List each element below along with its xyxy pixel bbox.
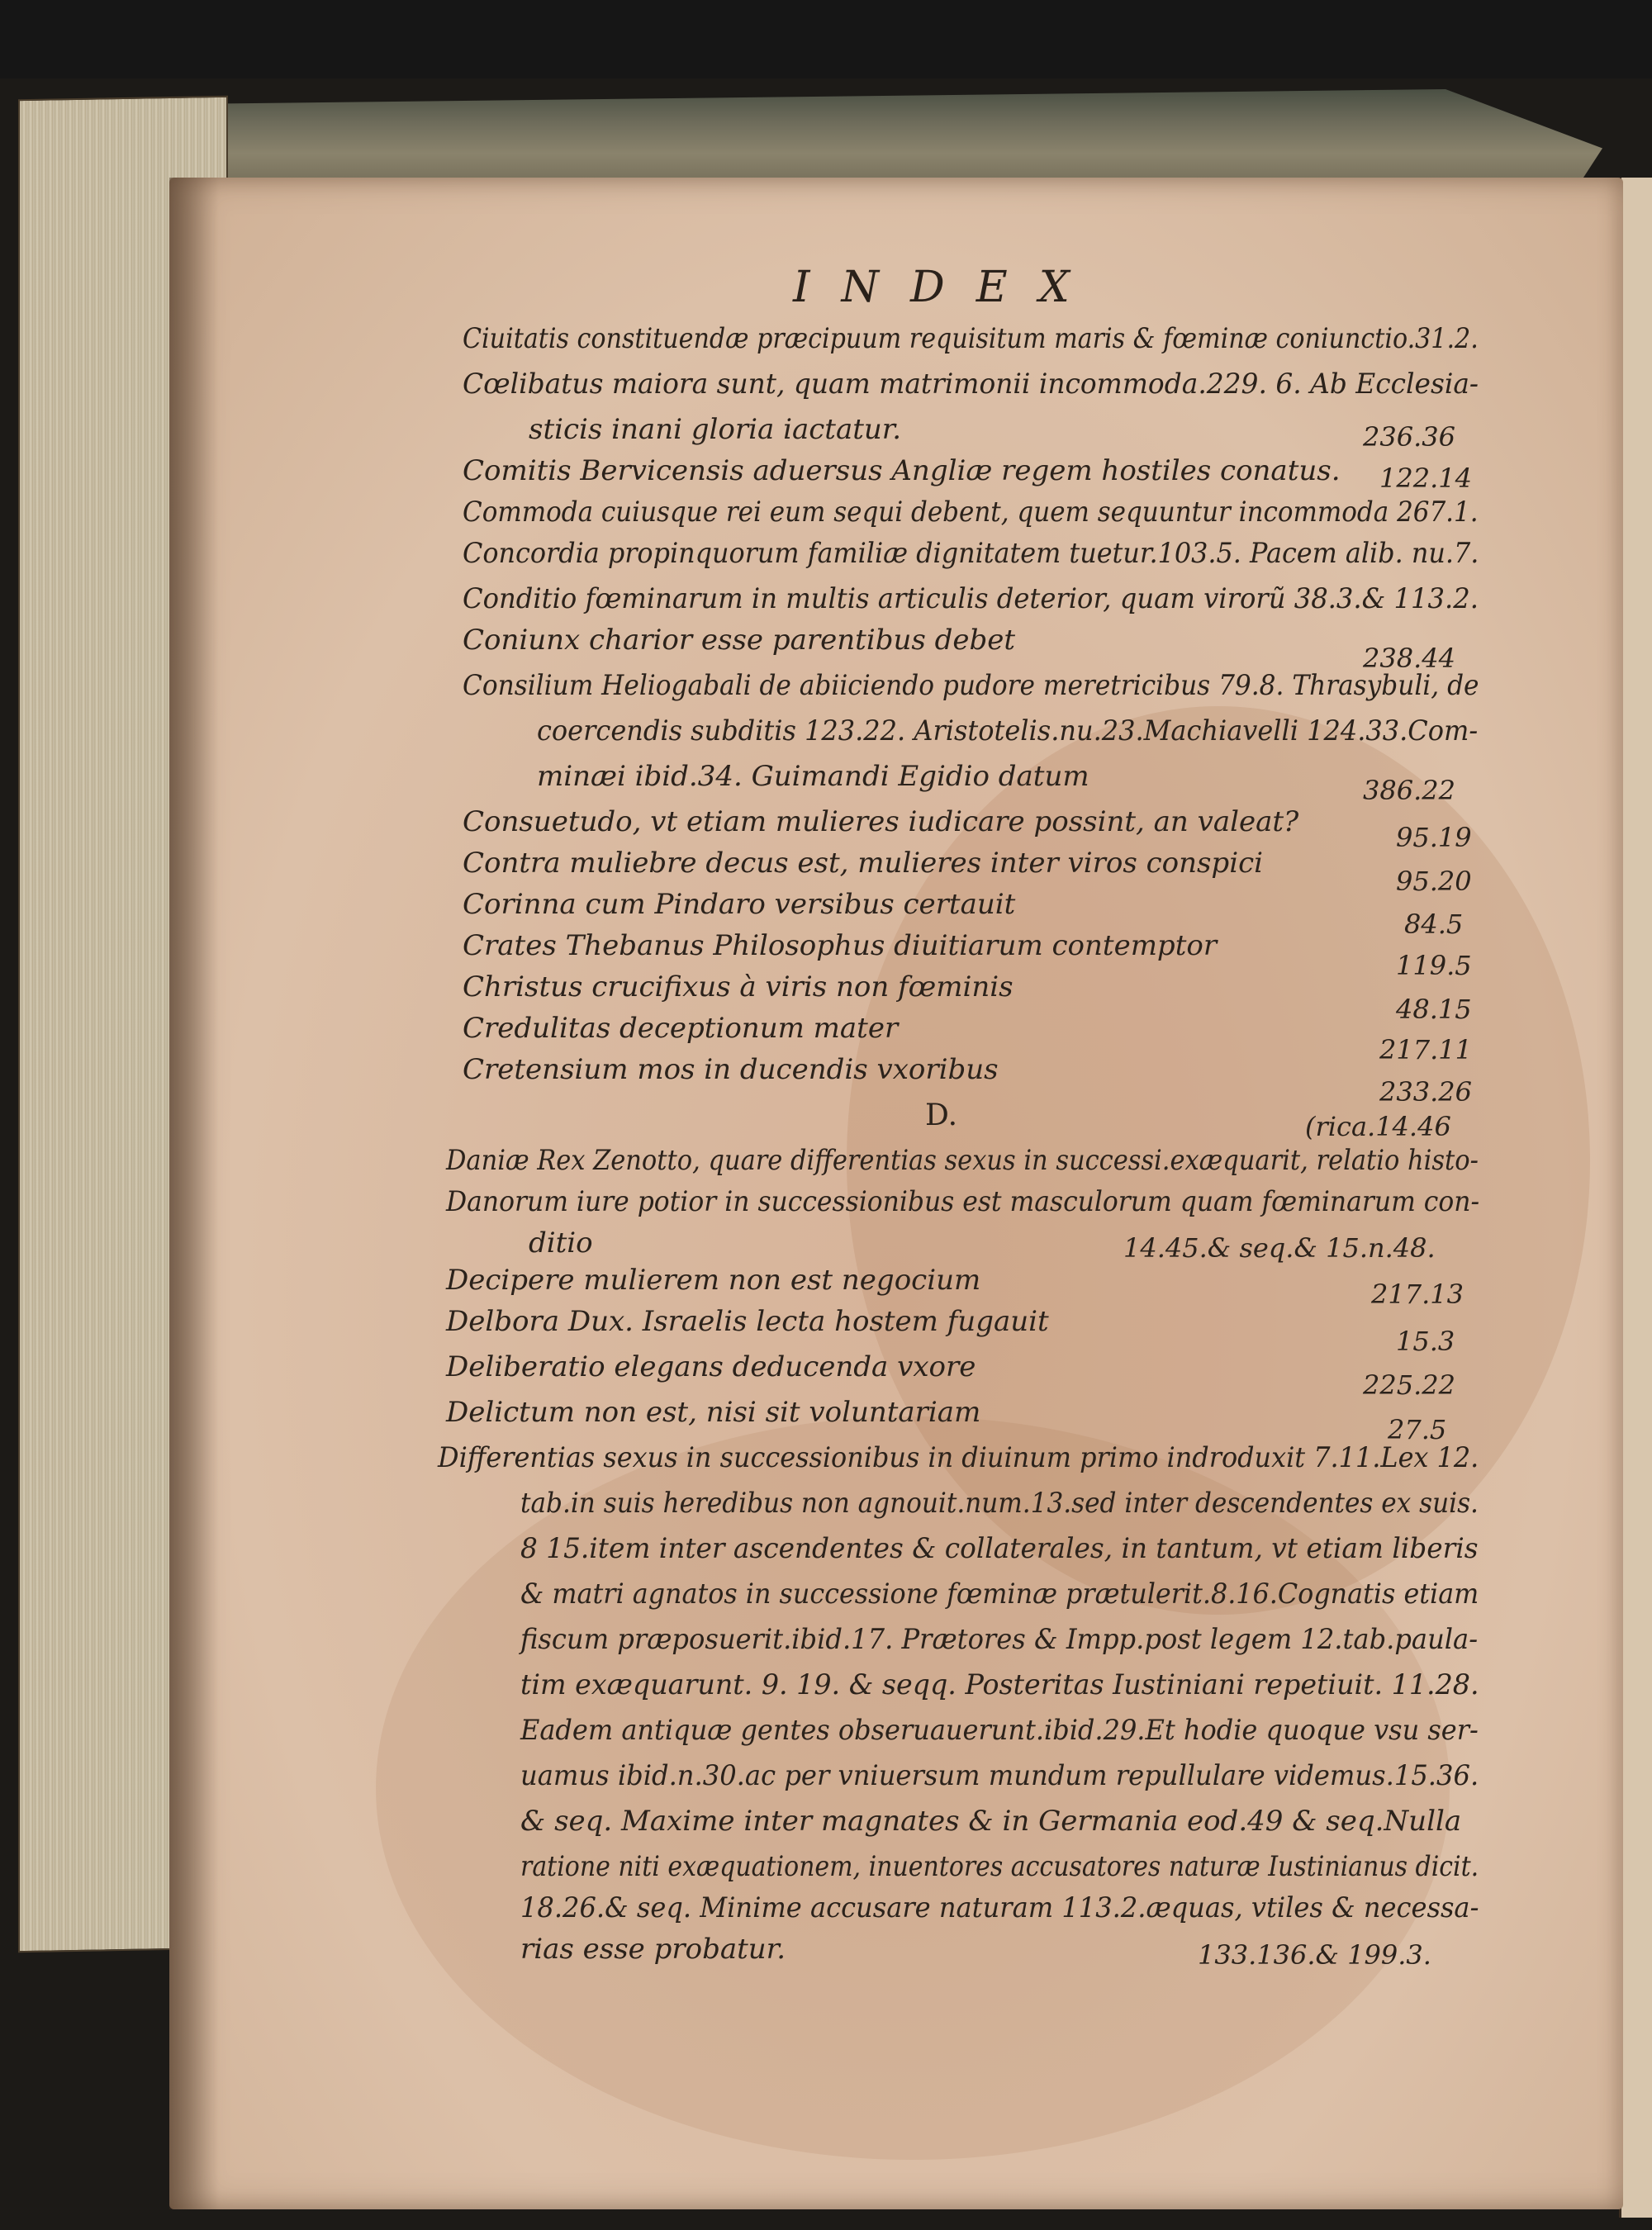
- index-entry: Corinna cum Pindaro versibus certauit: [463, 888, 1016, 921]
- section-letter: D.: [925, 1098, 958, 1132]
- index-entry: Danorum iure potior in successionibus est masculorum quam fœminarum con-: [446, 1185, 1480, 1218]
- index-entry: Cœlibatus maiora sunt, quam matrimonii incommoda.229. 6. Ab Ecclesia-: [463, 368, 1479, 401]
- page-reference: (rica.14.46: [1305, 1111, 1451, 1142]
- index-entry: & seq. Maxime inter magnates & in Germania eod.49 & seq.Nulla: [520, 1805, 1462, 1838]
- index-entry: Commoda cuiusque rei eum sequi debent, quem sequuntur incommoda 267.1.: [463, 496, 1479, 529]
- index-entry: uamus ibid.n.30.ac per vniuersum mundum repullulare videmus.15.36.: [520, 1759, 1479, 1792]
- index-entry: 8 15.item inter ascendentes & collaterales, in tantum, vt etiam liberis: [520, 1532, 1479, 1565]
- page-reference: 386.22: [1363, 775, 1455, 806]
- page-reference: 133.136.& 199.3.: [1198, 1939, 1431, 1971]
- page-reference: 119.5: [1396, 950, 1472, 981]
- page-reference: 217.11: [1379, 1034, 1472, 1065]
- index-entry: tab.in suis heredibus non agnouit.num.13.sed inter descendentes ex suis.: [520, 1487, 1479, 1520]
- index-entry: Delbora Dux. Israelis lecta hostem fugauit: [446, 1305, 1049, 1338]
- index-entry: Concordia propinquorum familiæ dignitatem tuetur.103.5. Pacem alib. nu.7.: [463, 537, 1479, 570]
- index-entry: Christus crucifixus à viris non fœminis: [463, 970, 1014, 1004]
- index-entry: Credulitas deceptionum mater: [463, 1012, 899, 1045]
- index-entry: & matri agnatos in successione fœminæ prætulerit.8.16.Cognatis etiam: [520, 1578, 1479, 1611]
- index-entry: ratione niti exæquationem, inuentores accusatores naturæ Iustinianus dicit.: [520, 1850, 1479, 1883]
- index-entry: Delictum non est, nisi sit voluntariam: [446, 1396, 981, 1429]
- index-entry: Eadem antiquæ gentes obseruauerunt.ibid.29.Et hodie quoque vsu ser-: [520, 1714, 1479, 1747]
- index-entry: Comitis Bervicensis aduersus Angliæ regem hostiles conatus.: [463, 454, 1341, 487]
- index-entry: Ciuitatis constituendæ præcipuum requisitum maris & fœminæ coniunctio.31.2.: [463, 322, 1479, 355]
- index-entry: Cretensium mos in ducendis vxoribus: [463, 1053, 999, 1086]
- page-reference: 95.19: [1396, 822, 1472, 853]
- index-entry: tim exæquarunt. 9. 19. & seqq. Posteritas Iustiniani repetiuit. 11.28.: [520, 1668, 1479, 1701]
- index-entry: rias esse probatur.: [520, 1933, 786, 1966]
- index-entry: Deliberatio elegans deducenda vxore: [446, 1350, 976, 1383]
- index-entry: Daniæ Rex Zenotto, quare differentias sexus in successi.exæquarit, relatio histo-: [446, 1144, 1479, 1177]
- page-reference: 217.13: [1371, 1279, 1464, 1310]
- index-entry: coercendis subditis 123.22. Aristotelis.nu.23.Machiavelli 124.33.Com-: [537, 714, 1479, 747]
- page-reference: 238.44: [1363, 643, 1455, 674]
- index-entry: Consuetudo, vt etiam mulieres iudicare possint, an valeat?: [463, 805, 1299, 838]
- index-entry: sticis inani gloria iactatur.: [529, 413, 902, 446]
- index-entry: ditio: [529, 1226, 593, 1260]
- index-entry: Differentias sexus in successionibus in diuinum primo indroduxit 7.11.Lex 12.: [438, 1441, 1479, 1474]
- page-reference: 84.5: [1404, 909, 1464, 940]
- index-entry: Crates Thebanus Philosophus diuitiarum contemptor: [463, 929, 1218, 962]
- page-reference: 236.36: [1363, 421, 1455, 453]
- page-reference: 225.22: [1363, 1369, 1455, 1401]
- page-reference: 27.5: [1388, 1414, 1447, 1445]
- index-entry: Conditio fœminarum in multis articulis deterior, quam virorũ 38.3.& 113.2.: [463, 582, 1479, 615]
- page-reference: 122.14: [1379, 463, 1472, 494]
- index-entry: Decipere mulierem non est negocium: [446, 1264, 981, 1297]
- page-reference: 14.45.& seq.& 15.n.48.: [1123, 1232, 1436, 1264]
- page-reference: 15.3: [1396, 1326, 1455, 1357]
- index-entry: Contra muliebre decus est, mulieres inter viros conspici: [463, 847, 1263, 880]
- page-reference: 95.20: [1396, 866, 1472, 897]
- index-entry: 18.26.& seq. Minime accusare naturam 113.2.æquas, vtiles & necessa-: [520, 1891, 1479, 1924]
- page-title: INDEX: [793, 263, 1101, 312]
- page-reference: 48.15: [1396, 994, 1472, 1025]
- index-entry: fiscum præposuerit.ibid.17. Prætores & Impp.post legem 12.tab.paula-: [520, 1623, 1479, 1656]
- index-entry: Consilium Heliogabali de abiiciendo pudore meretricibus 79.8. Thrasybuli, de: [463, 669, 1479, 702]
- index-entry: minæi ibid.34. Guimandi Egidio datum: [537, 760, 1089, 793]
- page-reference: 233.26: [1379, 1076, 1472, 1108]
- index-entry: Coniunx charior esse parentibus debet: [463, 624, 1016, 657]
